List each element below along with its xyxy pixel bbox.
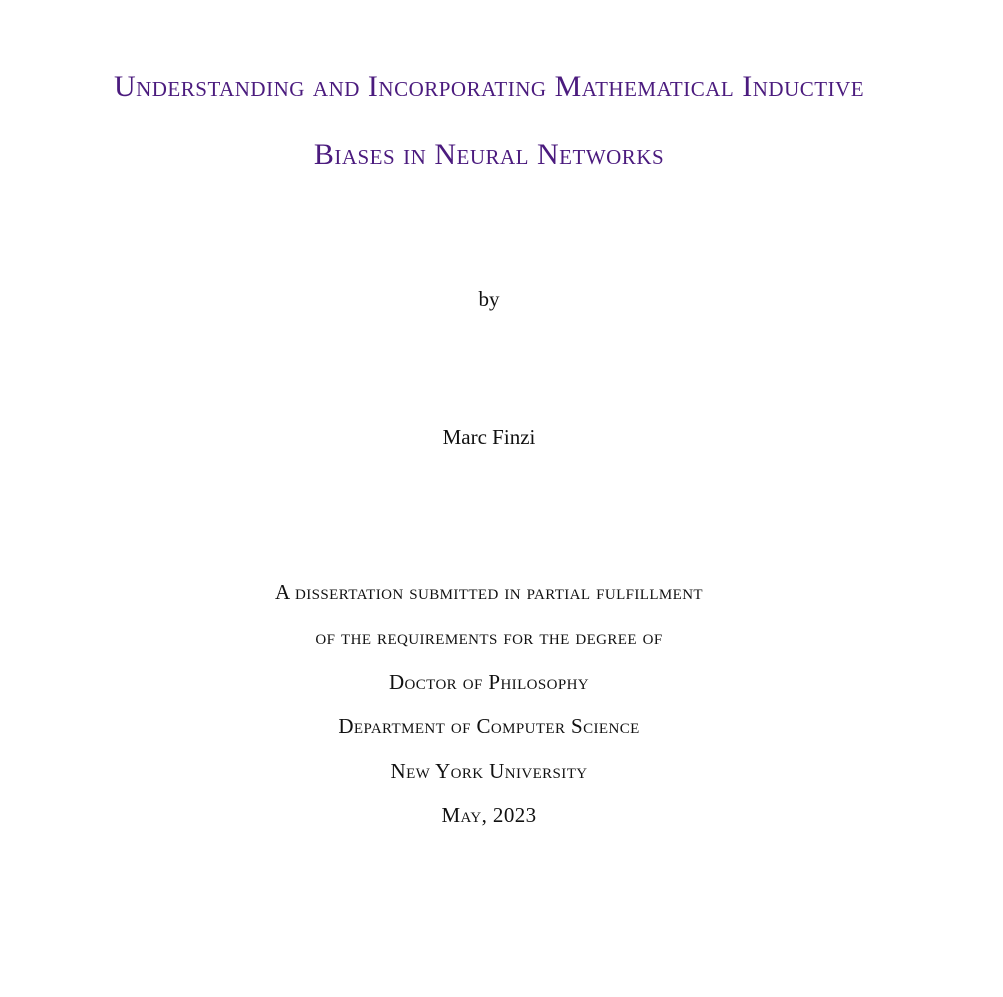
statement-line-2: of the requirements for the degree of: [315, 625, 663, 649]
statement-line-1: A dissertation submitted in partial fulfillment: [275, 580, 703, 604]
dissertation-title-line-2: Biases in Neural Networks: [313, 138, 665, 171]
university-name: New York University: [390, 759, 588, 783]
author-name: Marc Finzi: [442, 425, 536, 449]
by-label: by: [478, 287, 500, 311]
dissertation-title-line-1: Understanding and Incorporating Mathematical Inductive: [113, 70, 865, 103]
submission-date: May, 2023: [441, 803, 537, 827]
department-name: Department of Computer Science: [338, 714, 640, 738]
degree-name: Doctor of Philosophy: [388, 670, 590, 694]
